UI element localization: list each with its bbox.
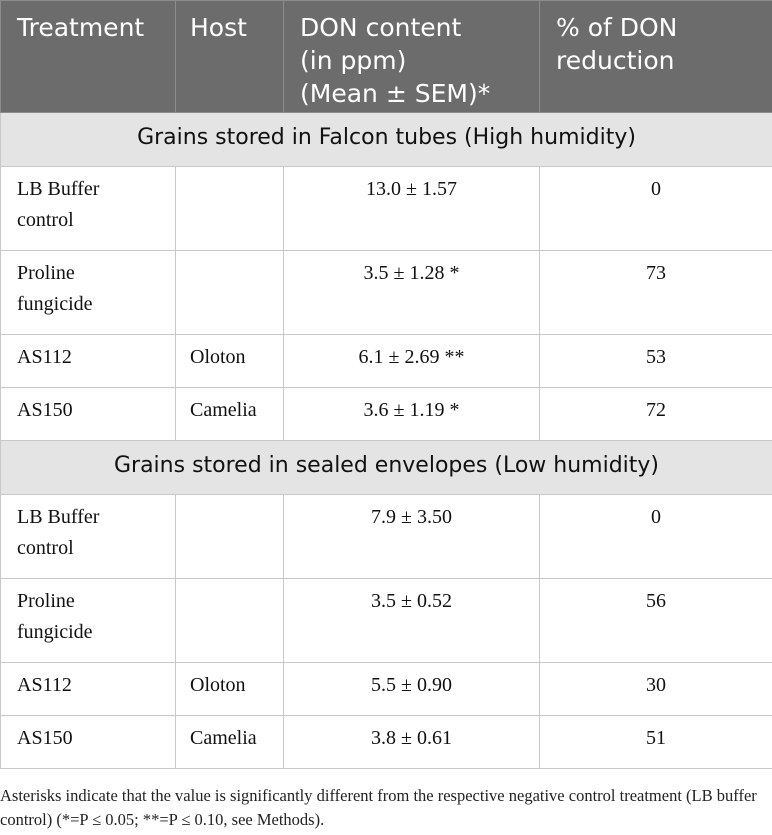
cell-treatment: AS112 [1,335,176,388]
cell-host: Camelia [176,716,284,769]
cell-treatment: LB Buffer control [1,167,176,251]
cell-don: 3.6 ± 1.19 * [284,388,540,441]
cell-reduction: 51 [540,716,772,769]
cell-reduction: 0 [540,495,772,579]
cell-don: 13.0 ± 1.57 [284,167,540,251]
cell-don: 3.8 ± 0.61 [284,716,540,769]
cell-host [176,251,284,335]
cell-reduction: 72 [540,388,772,441]
table-row [1,167,772,251]
section-title: Grains stored in sealed envelopes (Low humidity) [1,441,772,495]
cell-treatment: LB Buffer control [1,495,176,579]
cell-don: 6.1 ± 2.69 ** [284,335,540,388]
section-header-high-humidity [1,113,772,167]
cell-treatment: Proline fungicide [1,579,176,663]
cell-reduction: 53 [540,335,772,388]
table-row [1,495,772,579]
cell-don: 5.5 ± 0.90 [284,663,540,716]
table-row [1,579,772,663]
header-don-reduction: % of DON reduction [540,1,772,113]
section-header-low-humidity [1,441,772,495]
table-row [1,335,772,388]
cell-don: 7.9 ± 3.50 [284,495,540,579]
table-row [1,716,772,769]
cell-reduction: 0 [540,167,772,251]
cell-treatment: AS150 [1,716,176,769]
cell-host [176,167,284,251]
cell-treatment: Proline fungicide [1,251,176,335]
table-row [1,388,772,441]
table-row [1,663,772,716]
header-treatment: Treatment [1,1,176,113]
header-row [1,1,772,113]
cell-host: Camelia [176,388,284,441]
cell-reduction: 73 [540,251,772,335]
cell-host [176,495,284,579]
cell-treatment: AS112 [1,663,176,716]
section-title: Grains stored in Falcon tubes (High humidity) [1,113,772,167]
cell-don: 3.5 ± 0.52 [284,579,540,663]
cell-treatment: AS150 [1,388,176,441]
cell-don: 3.5 ± 1.28 * [284,251,540,335]
cell-reduction: 56 [540,579,772,663]
cell-host: Oloton [176,663,284,716]
table-row [1,251,772,335]
cell-host [176,579,284,663]
cell-reduction: 30 [540,663,772,716]
cell-host: Oloton [176,335,284,388]
header-don-content: DON content (in ppm) (Mean ± SEM)* [284,1,540,113]
header-host: Host [176,1,284,113]
table-footnote: Asterisks indicate that the value is significantly different from the respective negative control treatment (LB buffer control) (*=P ≤ 0.05; **=P ≤ 0.10, see Methods). [0,786,757,829]
